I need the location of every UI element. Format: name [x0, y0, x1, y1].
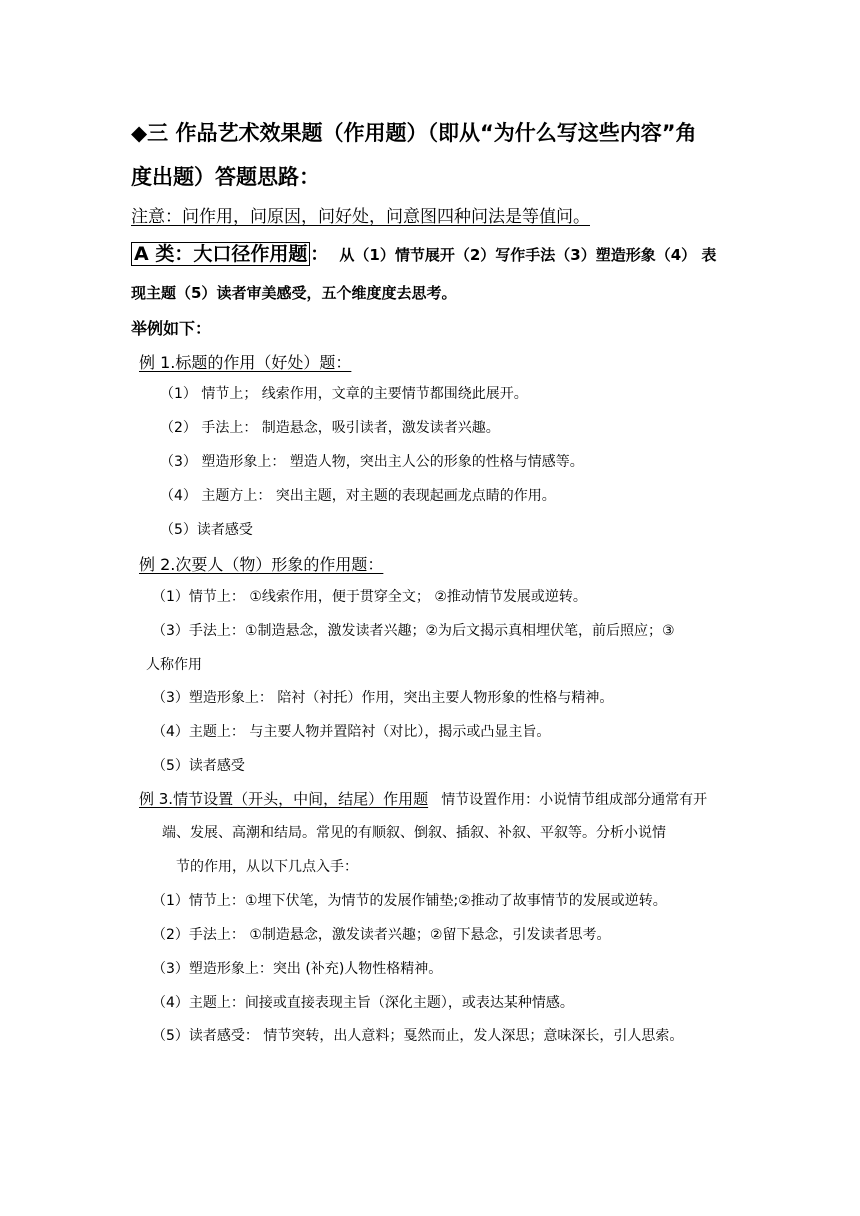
- class-a-line-1: [131, 239, 716, 266]
- note-line: 注意：问作用，问原因，问好处，问意图四种问法是等值问。: [131, 207, 590, 227]
- ex2-item: （1）情节上： ①线索作用，便于贯穿全文； ②推动情节发展或逆转。: [152, 589, 587, 605]
- ex2-item: 人称作用: [146, 657, 202, 673]
- ex2-item: （3）塑造形象上： 陪衬（衬托）作用，突出主要人物形象的性格与精神。: [152, 690, 614, 706]
- ex3-title: 例 3.情节设置（开头，中间，结尾）作用题: [139, 790, 429, 808]
- ex2-item: （5）读者感受: [152, 758, 245, 774]
- ex2-title: 例 2.次要人（物）形象的作用题：: [139, 555, 384, 574]
- class-a-text-1: 从（1）情节展开（2）写作手法（3）塑造形象（4） 表: [339, 246, 717, 264]
- ex1-item: （4） 主题方上： 突出主题，对主题的表现起画龙点睛的作用。: [160, 488, 556, 504]
- heading-line-1: ◆三 作品艺术效果题（作用题）（即从“为什么写这些内容”角: [131, 121, 697, 145]
- ex2-item: （3）手法上：①制造悬念，激发读者兴趣；②为后文揭示真相埋伏笔，前后照应；③: [152, 623, 675, 639]
- ex3-item: （4）主题上：间接或直接表现主旨（深化主题），或表达某种情感。: [152, 995, 574, 1011]
- ex3-intro-1: 情节设置作用：小说情节组成部分通常有开: [441, 792, 708, 808]
- examples-intro: 举例如下：: [131, 319, 212, 338]
- ex1-item: （3） 塑造形象上： 塑造人物，突出主人公的形象的性格与情感等。: [160, 454, 584, 470]
- ex1-item: （1） 情节上； 线索作用，文章的主要情节都围绕此展开。: [160, 386, 528, 402]
- ex1-item: （5）读者感受: [160, 522, 253, 538]
- class-a-colon: ：: [310, 244, 329, 265]
- heading-line-2: 度出题）答题思路：: [131, 165, 320, 189]
- class-a-line-2: 现主题（5）读者审美感受，五个维度度去思考。: [131, 284, 457, 302]
- ex3-intro-2: 端、发展、高潮和结局。常见的有顺叙、倒叙、插叙、补叙、平叙等。分析小说情: [162, 825, 666, 841]
- ex3-item: （2）手法上： ①制造悬念，激发读者兴趣；②留下悬念，引发读者思考。: [152, 927, 611, 943]
- ex3-item: （3）塑造形象上：突出 (补充)人物性格精神。: [152, 961, 443, 977]
- class-a-label: A 类：大口径作用题: [131, 242, 310, 266]
- ex2-item: （4）主题上： 与主要人物并置陪衬（对比），揭示或凸显主旨。: [152, 724, 551, 740]
- ex3-line-1: [139, 788, 707, 809]
- ex3-item: （5）读者感受： 情节突转，出人意料；戛然而止，发人深思；意味深长，引人思索。: [152, 1028, 684, 1044]
- ex1-title: 例 1.标题的作用（好处）题：: [139, 353, 352, 372]
- ex3-item: （1）情节上：①埋下伏笔，为情节的发展作铺垫;②推动了故事情节的发展或逆转。: [152, 893, 667, 909]
- ex3-intro-3: 节的作用，从以下几点入手：: [176, 859, 358, 875]
- ex1-item: （2） 手法上： 制造悬念，吸引读者，激发读者兴趣。: [160, 420, 500, 436]
